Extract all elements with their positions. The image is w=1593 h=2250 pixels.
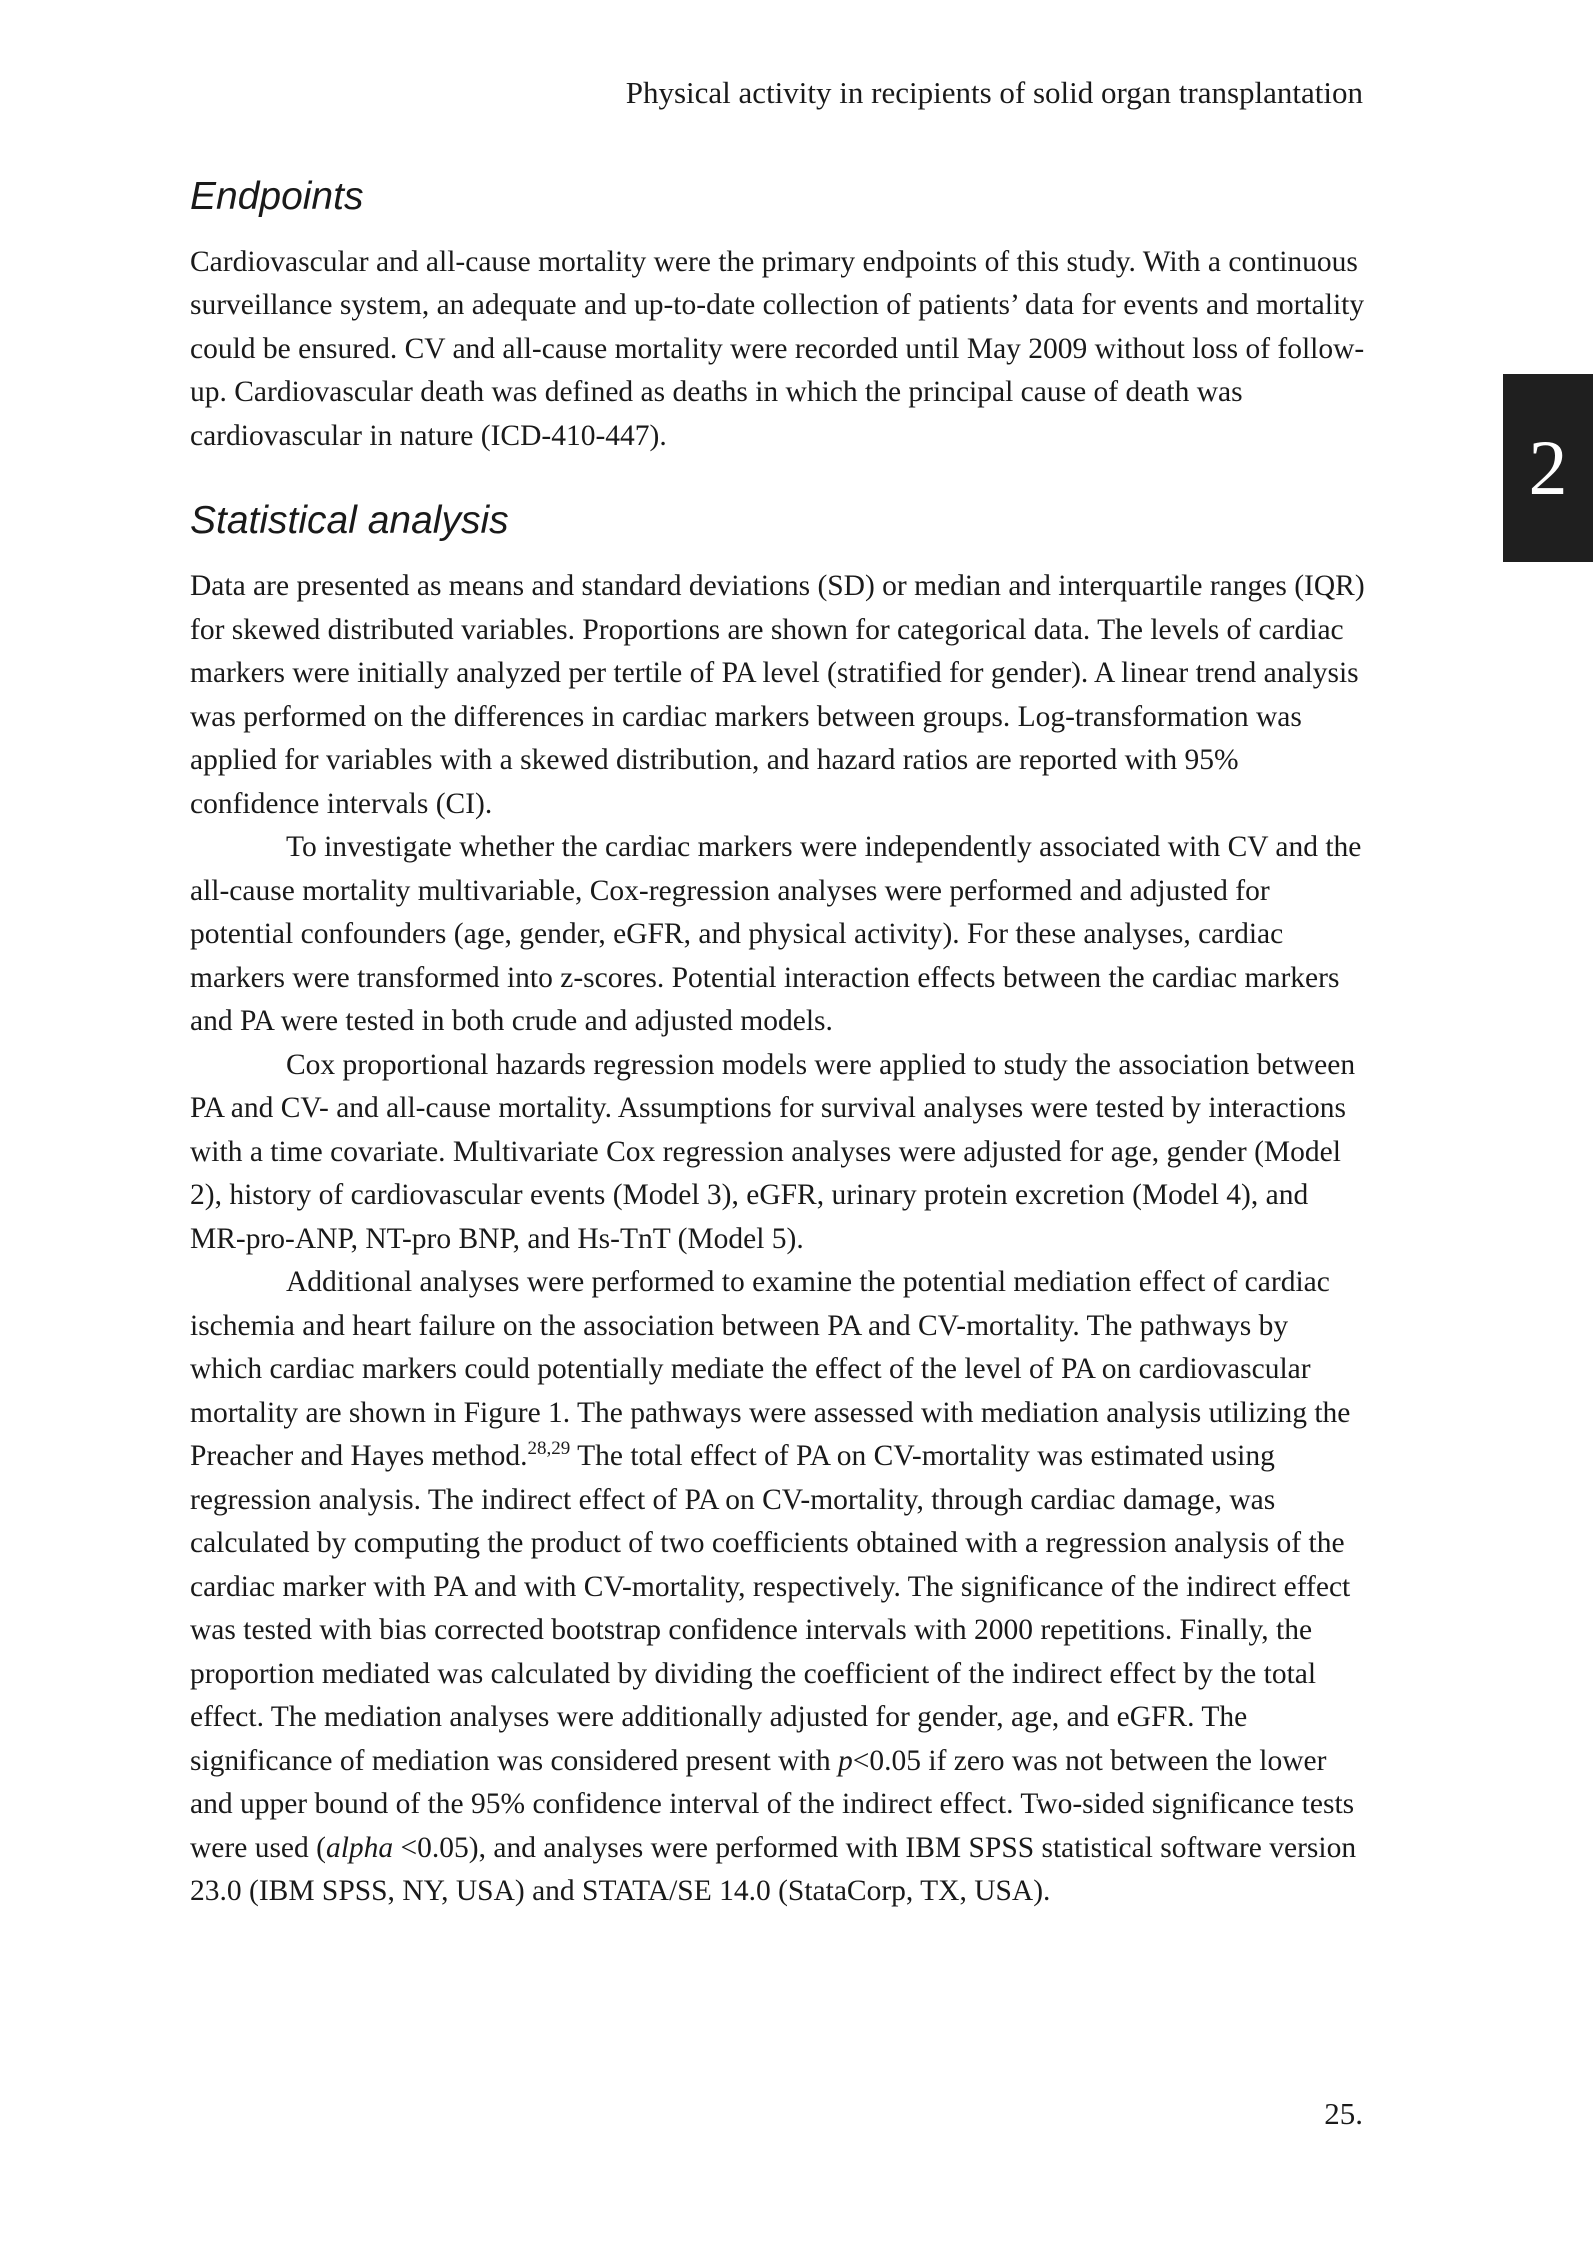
section-heading-statistical-analysis: Statistical analysis [190, 499, 509, 543]
section-heading-endpoints: Endpoints [190, 175, 364, 218]
paragraph-stats-4-text-d: <0.05), and analyses were performed with IBM SPSS statistical software version 23.0 (IBM SPSS, NY, USA) and STATA/SE 14.0 (StataCorp, TX, USA). [190, 1831, 1357, 1908]
paragraph-stats-4-text-b: The total effect of PA on CV-mortality was estimated using regression analysis. The indirect effect of PA on CV-mortality, through cardiac damage, was calculated by computing the product of two coefficients obtained with a regression analysis of the cardiac marker with PA and with CV-mortality, respectively. The significance of the indirect effect was tested with bias corrected bootstrap confidence intervals with 2000 repetitions. Finally, the proportion mediated was calculated by dividing the coefficient of the indirect effect by the total effect. The mediation analyses were additionally adjusted for gender, age, and eGFR. The significance of mediation was considered present with [190, 1440, 1351, 1777]
paragraph-stats-1: Data are presented as means and standard deviations (SD) or median and interquartile ranges (IQR) for skewed distributed variables. Proportions are shown for categorical data. The levels of cardiac markers were initially analyzed per tertile of PA level (stratified for gender). A linear trend analysis was performed on the differences in cardiac markers between groups. Log-transformation was applied for variables with a skewed distribution, and hazard ratios are reported with 95% confidence intervals (CI). [190, 570, 1365, 820]
paragraph-stats-3: Cox proportional hazards regression models were applied to study the association between PA and CV- and all-cause mortality. Assumptions for survival analyses were tested by interactions with a time covariate. Multivariate Cox regression analyses were adjusted for age, gender (Model 2), history of cardiovascular events (Model 3), eGFR, urinary protein excretion (Model 4), and MR-pro-ANP, NT-pro BNP, and Hs-TnT (Model 5). [190, 1048, 1356, 1255]
paragraph-stats-2: To investigate whether the cardiac markers were independently associated with CV and the all-cause mortality multivariable, Cox-regression analyses were performed and adjusted for potential confounders (age, gender, eGFR, and physical activity). For these analyses, cardiac markers were transformed into z-scores. Potential interaction effects between the cardiac markers and PA were tested in both crude and adjusted models. [190, 831, 1362, 1038]
citation-superscript: 28,29 [527, 1438, 571, 1460]
page-number: 25. [1324, 2096, 1363, 2131]
alpha-symbol: alpha [325, 1831, 394, 1864]
chapter-number: 2 [1528, 424, 1568, 511]
p-value-symbol: p [837, 1744, 853, 1777]
paragraph-stats-4-text-c: <0.05 if zero was not between the lower and upper bound of the 95% confidence interval of the indirect effect. Two-sided significance tests were used ( [190, 1744, 1355, 1864]
paragraph-stats-4-text-a: Additional analyses were performed to examine the potential mediation effect of cardiac ischemia and heart failure on the association between PA and CV-mortality. The pathways by which cardiac markers could potentially mediate the effect of the level of PA on cardiovascular mortality are shown in Figure 1. The pathways were assessed with mediation analysis utilizing the Preacher and Hayes method. [190, 1266, 1351, 1473]
running-header: Physical activity in recipients of solid organ transplantation [625, 75, 1363, 110]
page-body [190, 174, 1365, 1914]
paragraph-stats-4 [190, 1261, 1365, 1914]
chapter-tab [1503, 374, 1593, 562]
paragraph-endpoints: Cardiovascular and all-cause mortality were the primary endpoints of this study. With a continuous surveillance system, an adequate and up-to-date collection of patients’ data for events and mortality could be ensured. CV and all-cause mortality were recorded until May 2009 without loss of follow-up. Cardiovascular death was defined as deaths in which the principal cause of death was cardiovascular in nature (ICD-410-447). [190, 245, 1365, 452]
